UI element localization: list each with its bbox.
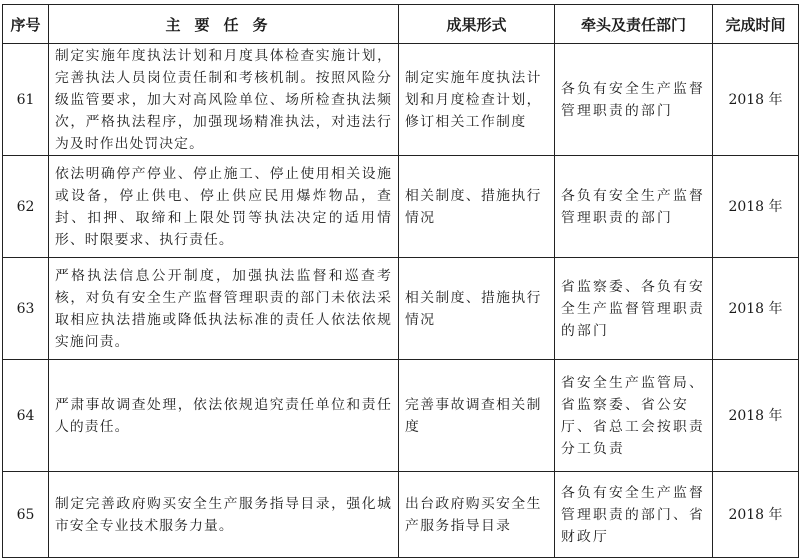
header-output: 成果形式 [399, 5, 555, 44]
header-task: 主要任务 [49, 5, 399, 44]
row-seq: 65 [3, 472, 49, 558]
table-row [3, 360, 799, 472]
row-dept: 省安全生产监管局、省监察委、省公安厅、省总工会按职责分工负责 [555, 360, 713, 472]
row-dept: 省监察委、各负有安全生产监督管理职责的部门 [555, 258, 713, 360]
row-task: 严肃事故调查处理，依法依规追究责任单位和责任人的责任。 [49, 360, 399, 472]
header-dept: 牵头及责任部门 [555, 5, 713, 44]
row-seq: 62 [3, 156, 49, 258]
row-seq: 64 [3, 360, 49, 472]
row-deadline: 2018 年 [713, 258, 799, 360]
task-table [2, 4, 799, 558]
row-output: 出台政府购买安全生产服务指导目录 [399, 472, 555, 558]
header-seq: 序号 [3, 5, 49, 44]
row-deadline: 2018 年 [713, 472, 799, 558]
header-deadline: 完成时间 [713, 5, 799, 44]
row-task: 严格执法信息公开制度，加强执法监督和巡查考核，对负有安全生产监督管理职责的部门未依法采取相应执法措施或降低执法标准的责任人依法依规实施问责。 [49, 258, 399, 360]
header-row [3, 5, 799, 44]
row-deadline: 2018 年 [713, 360, 799, 472]
row-task: 制定完善政府购买安全生产服务指导目录，强化城市安全专业技术服务力量。 [49, 472, 399, 558]
row-task: 依法明确停产停业、停止施工、停止使用相关设施或设备，停止供电、停止供应民用爆炸物品，查封、扣押、取缔和上限处罚等执法决定的适用情形、时限要求、执行责任。 [49, 156, 399, 258]
row-deadline: 2018 年 [713, 44, 799, 156]
row-output: 相关制度、措施执行情况 [399, 156, 555, 258]
row-task: 制定实施年度执法计划和月度具体检查实施计划，完善执法人员岗位责任制和考核机制。按照风险分级监管要求，加大对高风险单位、场所检查执法频次，严格执法程序，加强现场精准执法，对违法行为及时作出处罚决定。 [49, 44, 399, 156]
table-row [3, 156, 799, 258]
row-dept: 各负有安全生产监督管理职责的部门 [555, 44, 713, 156]
row-deadline: 2018 年 [713, 156, 799, 258]
row-seq: 63 [3, 258, 49, 360]
table-row [3, 258, 799, 360]
row-seq: 61 [3, 44, 49, 156]
row-dept: 各负有安全生产监督管理职责的部门、省财政厅 [555, 472, 713, 558]
row-output: 制定实施年度执法计划和月度检查计划，修订相关工作制度 [399, 44, 555, 156]
row-output: 相关制度、措施执行情况 [399, 258, 555, 360]
table-row [3, 44, 799, 156]
row-output: 完善事故调查相关制度 [399, 360, 555, 472]
table-row [3, 472, 799, 558]
row-dept: 各负有安全生产监督管理职责的部门 [555, 156, 713, 258]
